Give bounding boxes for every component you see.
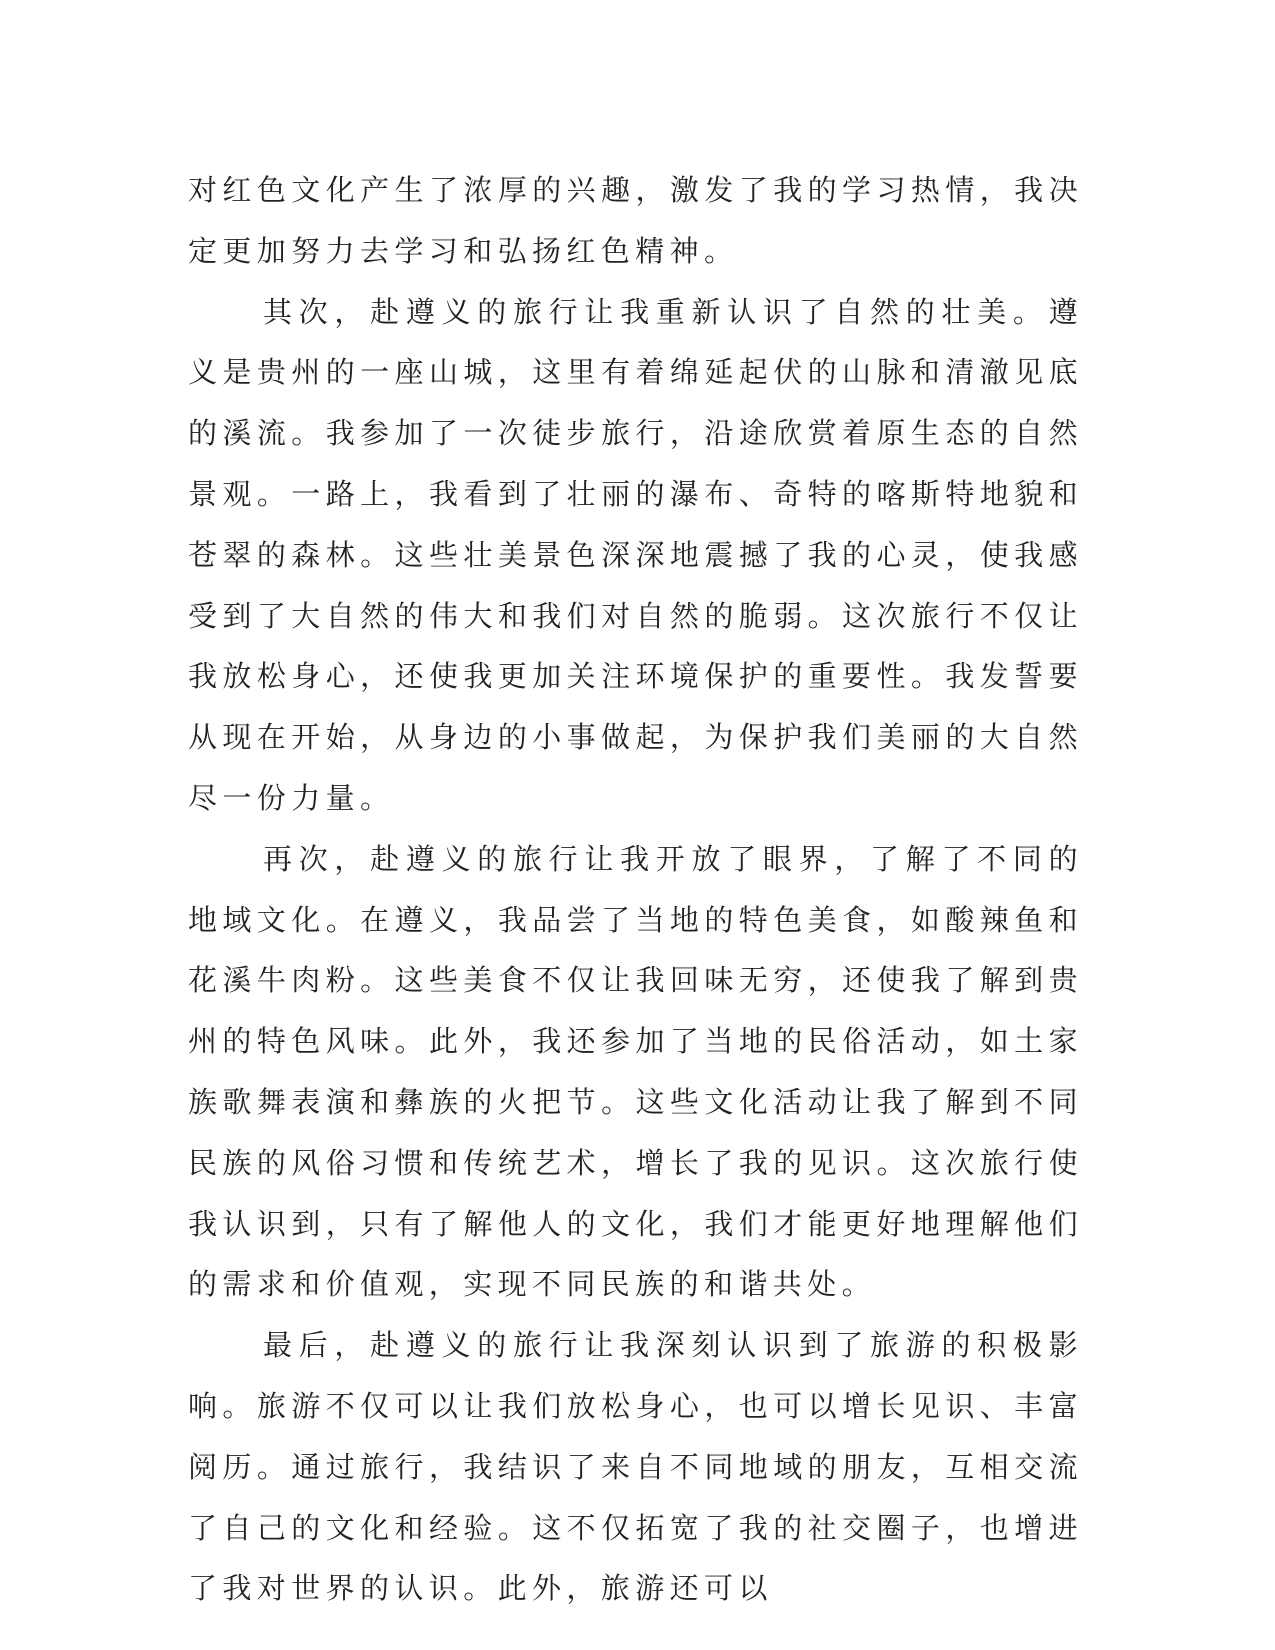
paragraph-nature: 其次，赴遵义的旅行让我重新认识了自然的壮美。遵义是贵州的一座山城，这里有着绵延起伏的山脉和清澈见底的溪流。我参加了一次徒步旅行，沿途欣赏着原生态的自然景观。一路上，我看到了壮丽的瀑布、奇特的喀斯特地貌和苍翠的森林。这些壮美景色深深地震撼了我的心灵，使我感受到了大自然的伟大和我们对自然的脆弱。这次旅行不仅让我放松身心，还使我更加关注环境保护的重要性。我发誓要从现在开始，从身边的小事做起，为保护我们美丽的大自然尽一份力量。 — [188, 294, 1083, 815]
paragraph-tourism: 最后，赴遵义的旅行让我深刻认识到了旅游的积极影响。旅游不仅可以让我们放松身心，也可以增长见识、丰富阅历。通过旅行，我结识了来自不同地域的朋友，互相交流了自己的文化和经验。这不仅拓宽了我的社交圈子，也增进了我对世界的认识。此外，旅游还可以 — [188, 1328, 1083, 1606]
paragraph-culture: 再次，赴遵义的旅行让我开放了眼界，了解了不同的地域文化。在遵义，我品尝了当地的特色美食，如酸辣鱼和花溪牛肉粉。这些美食不仅让我回味无穷，还使我了解到贵州的特色风味。此外，我还参加了当地的民俗活动，如土家族歌舞表演和彝族的火把节。这些文化活动让我了解到不同民族的风俗习惯和传统艺术，增长了我的见识。这次旅行使我认识到，只有了解他人的文化，我们才能更好地理解他们的需求和价值观，实现不同民族的和谐共处。 — [188, 841, 1083, 1302]
paragraph-continuation: 对红色文化产生了浓厚的兴趣，激发了我的学习热情，我决定更加努力去学习和弘扬红色精神。 — [188, 173, 1083, 268]
body-text — [188, 160, 1083, 1619]
